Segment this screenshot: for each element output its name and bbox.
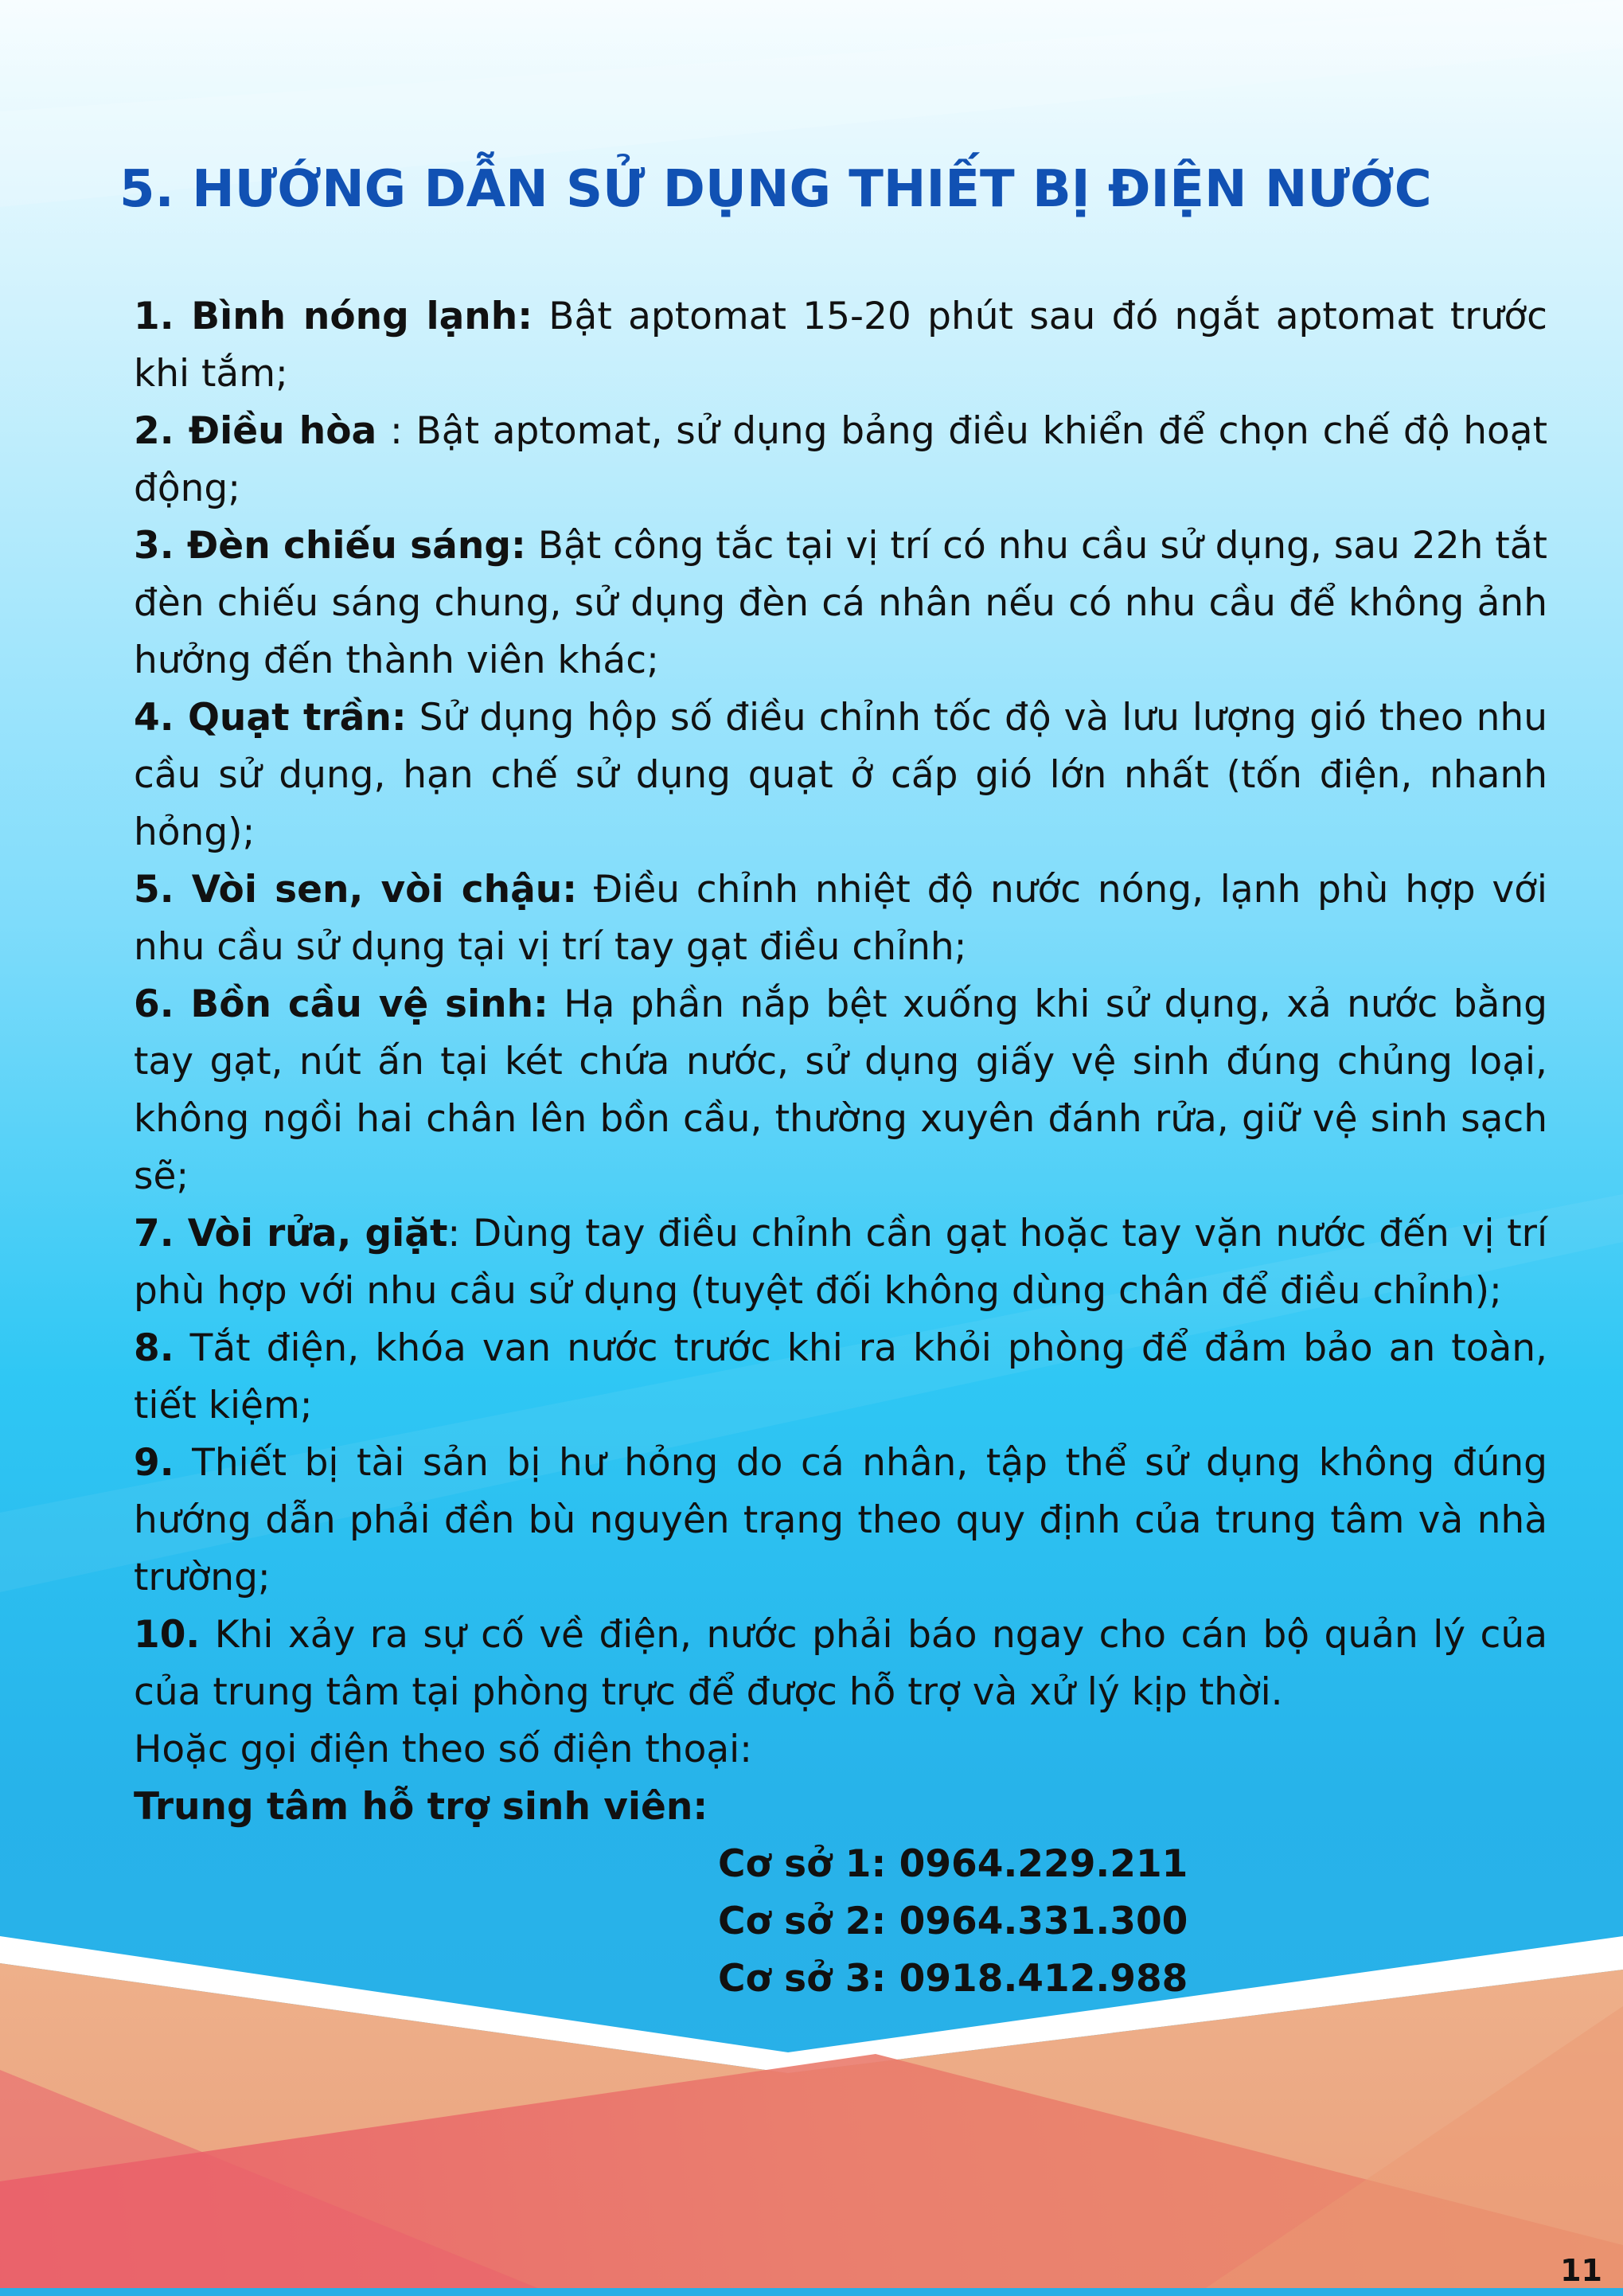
list-item [134,403,1547,517]
list-item [134,1320,1547,1435]
item-label: 9. [134,1441,174,1485]
item-label: 2. Điều hòa [134,409,377,453]
list-item [134,288,1547,403]
list-item [134,861,1547,976]
item-text: : Dùng tay điều chỉnh cần gạt hoặc tay vặn nước đến vị trí phù hợp với nhu cầu sử dụng (tuyệt đối không dùng chân để điều chỉnh); [134,1212,1547,1313]
item-label: 8. [134,1326,174,1370]
list-item [134,517,1547,689]
instructions-list [134,288,1547,2008]
call-note: Hoặc gọi điện theo số điện thoại: [134,1728,753,1771]
list-item [134,1435,1547,1607]
list-item [134,976,1547,1205]
hotline-title: Trung tâm hỗ trợ sinh viên: [134,1785,708,1829]
item-text: Bật aptomat 15-20 phút sau đó ngắt aptomat trước khi tắm; [134,295,1547,396]
item-text: Khi xảy ra sự cố về điện, nước phải báo ngay cho cán bộ quản lý của của trung tâm tại phòng trực để được hỗ trợ và xử lý kịp thời. [134,1613,1547,1714]
item-label: 1. Bình nóng lạnh: [134,295,533,338]
hotline-item: Cơ sở 1: 0964.229.211 [718,1842,1188,1886]
list-item [134,689,1547,861]
item-label: 4. Quạt trần: [134,696,407,740]
item-label: 5. Vòi sen, vòi chậu: [134,868,578,912]
item-text: Bật công tắc tại vị trí có nhu cầu sử dụng, sau 22h tắt đèn chiếu sáng chung, sử dụng đèn cá nhân nếu có nhu cầu để không ảnh hưởng đến thành viên khác; [134,524,1547,682]
item-label: 7. Vòi rửa, giặt [134,1212,448,1255]
item-text: Hạ phần nắp bệt xuống khi sử dụng, xả nước bằng tay gạt, nút ấn tại két chứa nước, sử dụng giấy vệ sinh đúng chủng loại, không ngồi hai chân lên bồn cầu, thường xuyên đánh rửa, giữ vệ sinh sạch sẽ; [134,982,1547,1198]
list-item [134,1205,1547,1320]
item-label: 10. [134,1613,201,1657]
item-text: Thiết bị tài sản bị hư hỏng do cá nhân, tập thể sử dụng không đúng hướng dẫn phải đền bù nguyên trạng theo quy định của trung tâm và nhà trường; [134,1441,1547,1599]
item-text: Sử dụng hộp số điều chỉnh tốc độ và lưu lượng gió theo nhu cầu sử dụng, hạn chế sử dụng quạt ở cấp gió lớn nhất (tốn điện, nhanh hỏng); [134,696,1547,854]
item-text: Tắt điện, khóa van nước trước khi ra khỏi phòng để đảm bảo an toàn, tiết kiệm; [134,1326,1547,1427]
page-title: 5. HƯỚNG DẪN SỬ DỤNG THIẾT BỊ ĐIỆN NƯỚC [119,160,1432,219]
hotline-item: Cơ sở 3: 0918.412.988 [718,1957,1188,2001]
hotline-item: Cơ sở 2: 0964.331.300 [718,1900,1188,1943]
item-text: : Bật aptomat, sử dụng bảng điều khiển để chọn chế độ hoạt động; [134,409,1547,510]
page-number: 11 [1560,2253,1602,2288]
item-text: Điều chỉnh nhiệt độ nước nóng, lạnh phù hợp với nhu cầu sử dụng tại vị trí tay gạt điều chỉnh; [134,868,1547,969]
list-item [134,1607,1547,1721]
hotline-list [134,1836,1547,2008]
item-label: 3. Đèn chiếu sáng: [134,524,526,568]
item-label: 6. Bồn cầu vệ sinh: [134,982,548,1026]
